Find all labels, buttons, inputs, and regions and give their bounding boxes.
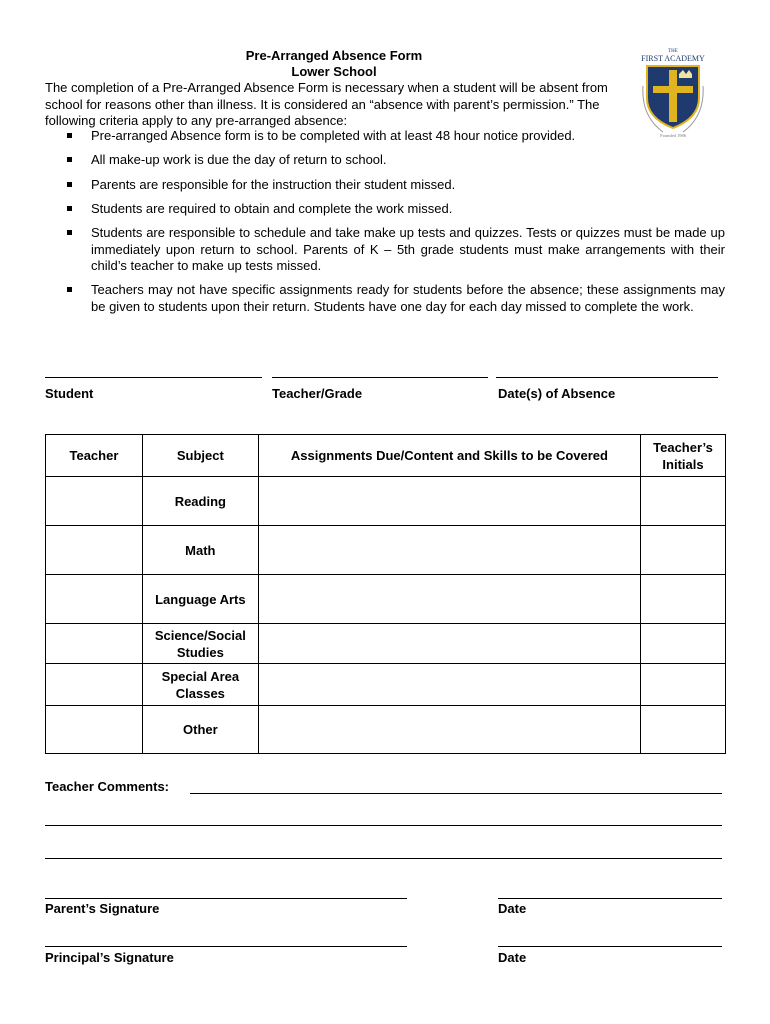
teacher-cell[interactable] bbox=[46, 624, 143, 664]
principal-date-line[interactable] bbox=[498, 946, 722, 947]
student-field-line[interactable] bbox=[45, 377, 262, 378]
logo-top-text: THE bbox=[668, 49, 678, 54]
table-row bbox=[46, 477, 726, 526]
teacher-cell[interactable] bbox=[46, 575, 143, 624]
comments-line[interactable] bbox=[45, 858, 722, 859]
header-subject: Subject bbox=[142, 435, 258, 477]
subject-cell: Math bbox=[142, 526, 258, 575]
intro-paragraph: The completion of a Pre-Arranged Absence Form is necessary when a student will be absent from school for reasons other than illness. It is considered an “absence with parent’s permission.” The following criteria apply to any pre-arranged absence: bbox=[45, 80, 608, 128]
initials-cell[interactable] bbox=[641, 575, 726, 624]
logo-name: FIRST ACADEMY bbox=[641, 54, 705, 63]
subject-cell: Language Arts bbox=[142, 575, 258, 624]
teacher-cell[interactable] bbox=[46, 706, 143, 754]
initials-cell[interactable] bbox=[641, 706, 726, 754]
teacher-grade-label: Teacher/Grade bbox=[272, 386, 363, 401]
bullet-icon bbox=[67, 182, 72, 187]
parent-date-line[interactable] bbox=[498, 898, 722, 899]
table-row bbox=[46, 706, 726, 754]
parent-date-label: Date bbox=[498, 901, 527, 916]
assignments-cell[interactable] bbox=[258, 664, 640, 706]
form-subtitle: Lower School bbox=[291, 64, 377, 79]
teacher-cell[interactable] bbox=[46, 664, 143, 706]
bullet-icon bbox=[67, 230, 72, 235]
initials-cell[interactable] bbox=[641, 664, 726, 706]
assignment-table bbox=[45, 434, 726, 754]
bullet-icon bbox=[67, 157, 72, 162]
header-initials: Teacher’s Initials bbox=[641, 435, 726, 477]
subject-cell: Science/Social Studies bbox=[142, 624, 258, 664]
teacher-cell[interactable] bbox=[46, 477, 143, 526]
table-header-row bbox=[46, 435, 726, 477]
principal-signature-line[interactable] bbox=[45, 946, 407, 947]
principal-signature-label: Principal’s Signature bbox=[45, 950, 174, 965]
initials-cell[interactable] bbox=[641, 477, 726, 526]
teacher-cell[interactable] bbox=[46, 526, 143, 575]
header-assignments: Assignments Due/Content and Skills to be Covered bbox=[258, 435, 640, 477]
bullet-icon bbox=[67, 287, 72, 292]
table-row bbox=[46, 526, 726, 575]
logo-founded: Founded 1986 bbox=[660, 133, 686, 138]
bullet-icon bbox=[67, 133, 72, 138]
form-title: Pre-Arranged Absence Form bbox=[245, 48, 423, 63]
comments-line[interactable] bbox=[45, 825, 722, 826]
subject-cell: Special Area Classes bbox=[142, 664, 258, 706]
assignments-cell[interactable] bbox=[258, 575, 640, 624]
subject-cell: Other bbox=[142, 706, 258, 754]
comments-line[interactable] bbox=[190, 793, 722, 794]
assignments-cell[interactable] bbox=[258, 526, 640, 575]
header-teacher: Teacher bbox=[46, 435, 143, 477]
teacher-comments-label: Teacher Comments: bbox=[45, 779, 170, 794]
parent-signature-label: Parent’s Signature bbox=[45, 901, 160, 916]
principal-date-label: Date bbox=[498, 950, 527, 965]
assignments-cell[interactable] bbox=[258, 706, 640, 754]
subject-cell: Reading bbox=[142, 477, 258, 526]
teacher-grade-field-line[interactable] bbox=[272, 377, 488, 378]
student-label: Student bbox=[45, 386, 94, 401]
table-row bbox=[46, 624, 726, 664]
initials-cell[interactable] bbox=[641, 624, 726, 664]
school-logo bbox=[641, 46, 705, 138]
absence-dates-field-line[interactable] bbox=[496, 377, 718, 378]
initials-cell[interactable] bbox=[641, 526, 726, 575]
absence-dates-label: Date(s) of Absence bbox=[498, 386, 616, 401]
parent-signature-line[interactable] bbox=[45, 898, 407, 899]
assignments-cell[interactable] bbox=[258, 477, 640, 526]
assignments-cell[interactable] bbox=[258, 624, 640, 664]
table-row bbox=[46, 664, 726, 706]
table-row bbox=[46, 575, 726, 624]
bullet-icon bbox=[67, 206, 72, 211]
